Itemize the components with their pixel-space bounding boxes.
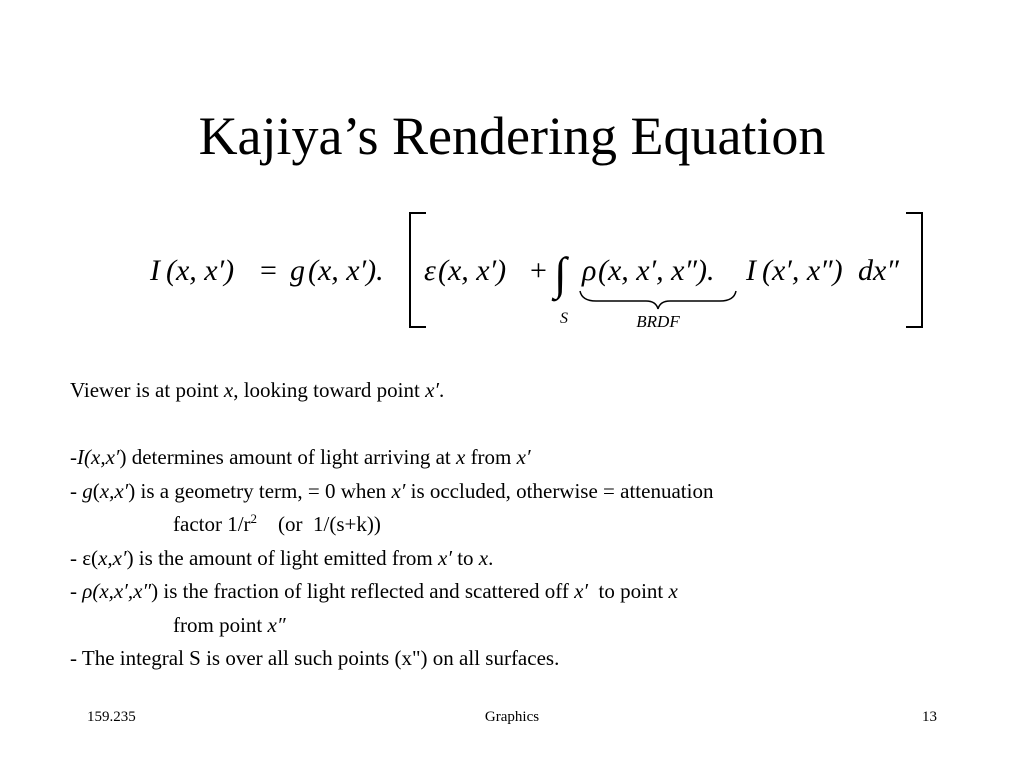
slide-title: Kajiya’s Rendering Equation (198, 106, 826, 166)
text-span: x′ (438, 545, 452, 570)
rendering-equation (140, 205, 940, 335)
eq-dx: dx″ (858, 254, 899, 287)
eq-g-args: (x, x′). (308, 254, 384, 287)
text-span: x′ (574, 579, 588, 603)
text-span: to (451, 545, 479, 570)
right-bracket (906, 213, 922, 327)
brdf-label: BRDF (636, 312, 680, 331)
eq-epsilon: ε (424, 254, 436, 287)
text-span: ( (92, 478, 100, 503)
text-span: , looking toward point (233, 378, 426, 402)
text-span: . (439, 378, 445, 402)
footer-slide-number: 13 (922, 709, 937, 725)
body-line-epsilon (70, 542, 970, 576)
text-span: - (70, 478, 83, 503)
body-line-rho-cont (70, 609, 970, 643)
text-span: x (478, 545, 489, 570)
spacer (70, 408, 970, 442)
text-span: (x,x′ (84, 445, 120, 469)
eq-I2: I (746, 254, 756, 287)
text-span: x′ (516, 445, 531, 469)
eq-lhs-I: I (150, 254, 160, 287)
text-span: x′ (391, 478, 406, 503)
text-span: from (465, 445, 517, 469)
text-span: ) determines amount of light arriving at (119, 445, 456, 469)
text-span: x′ (425, 378, 440, 402)
body-line-g (70, 475, 970, 509)
text-span: ) is a geometry term, = 0 when (128, 478, 392, 503)
text-span: ρ (82, 579, 93, 603)
eq-rho-args: (x, x′, x″). (598, 254, 715, 287)
eq-lhs-args: (x, x′) (166, 254, 235, 287)
eq-integral-sign: ∫ (554, 248, 567, 299)
eq-epsilon-args: (x, x′) (438, 254, 507, 287)
text-span: ) is the fraction of light reflected and scattered off (151, 579, 575, 603)
footer-course-code: 159.235 (87, 709, 136, 725)
slide-body (70, 374, 970, 676)
text-span: (or 1/(s+k)) (257, 512, 381, 536)
footer-subject: Graphics (484, 709, 540, 725)
eq-I2-args: (x′, x″) (762, 254, 843, 287)
brdf-underbrace (580, 291, 736, 309)
eq-g: g (290, 254, 305, 287)
text-span: - (70, 445, 77, 469)
eq-integral-subscript: S (560, 310, 568, 327)
text-span: ) is the amount of light emitted from (126, 545, 439, 570)
text-span: (x,x′,x″ (92, 579, 152, 603)
text-span: x (223, 378, 234, 402)
body-line-g-cont (70, 508, 970, 542)
text-span: from point (173, 612, 268, 637)
superscript: 2 (250, 511, 258, 526)
eq-equals: = (260, 254, 277, 287)
text-span: Viewer is at point (70, 378, 224, 402)
text-span: g (82, 478, 93, 503)
eq-plus: + (530, 254, 547, 287)
text-span: is occluded, otherwise = attenuation (405, 478, 714, 503)
body-line-integral (70, 642, 970, 676)
eq-rho: ρ (582, 254, 597, 287)
equation-graphic (140, 205, 940, 335)
body-line-rho (70, 575, 970, 609)
body-line-I (70, 441, 970, 475)
text-span: - ε( (70, 545, 99, 570)
text-span: I (77, 445, 84, 469)
text-span: factor 1/r (173, 512, 251, 536)
body-line-viewer (70, 374, 970, 408)
text-span: - The integral S is over all such points (x") on all surfaces. (70, 646, 560, 670)
text-span: . (488, 545, 494, 570)
text-span: x,x′ (99, 478, 129, 503)
text-span: x (668, 579, 678, 603)
text-span: x″ (267, 612, 286, 637)
text-span: x,x′ (98, 545, 127, 570)
text-span: to point (588, 579, 669, 603)
text-span: - (70, 579, 83, 603)
text-span: x (455, 445, 466, 469)
